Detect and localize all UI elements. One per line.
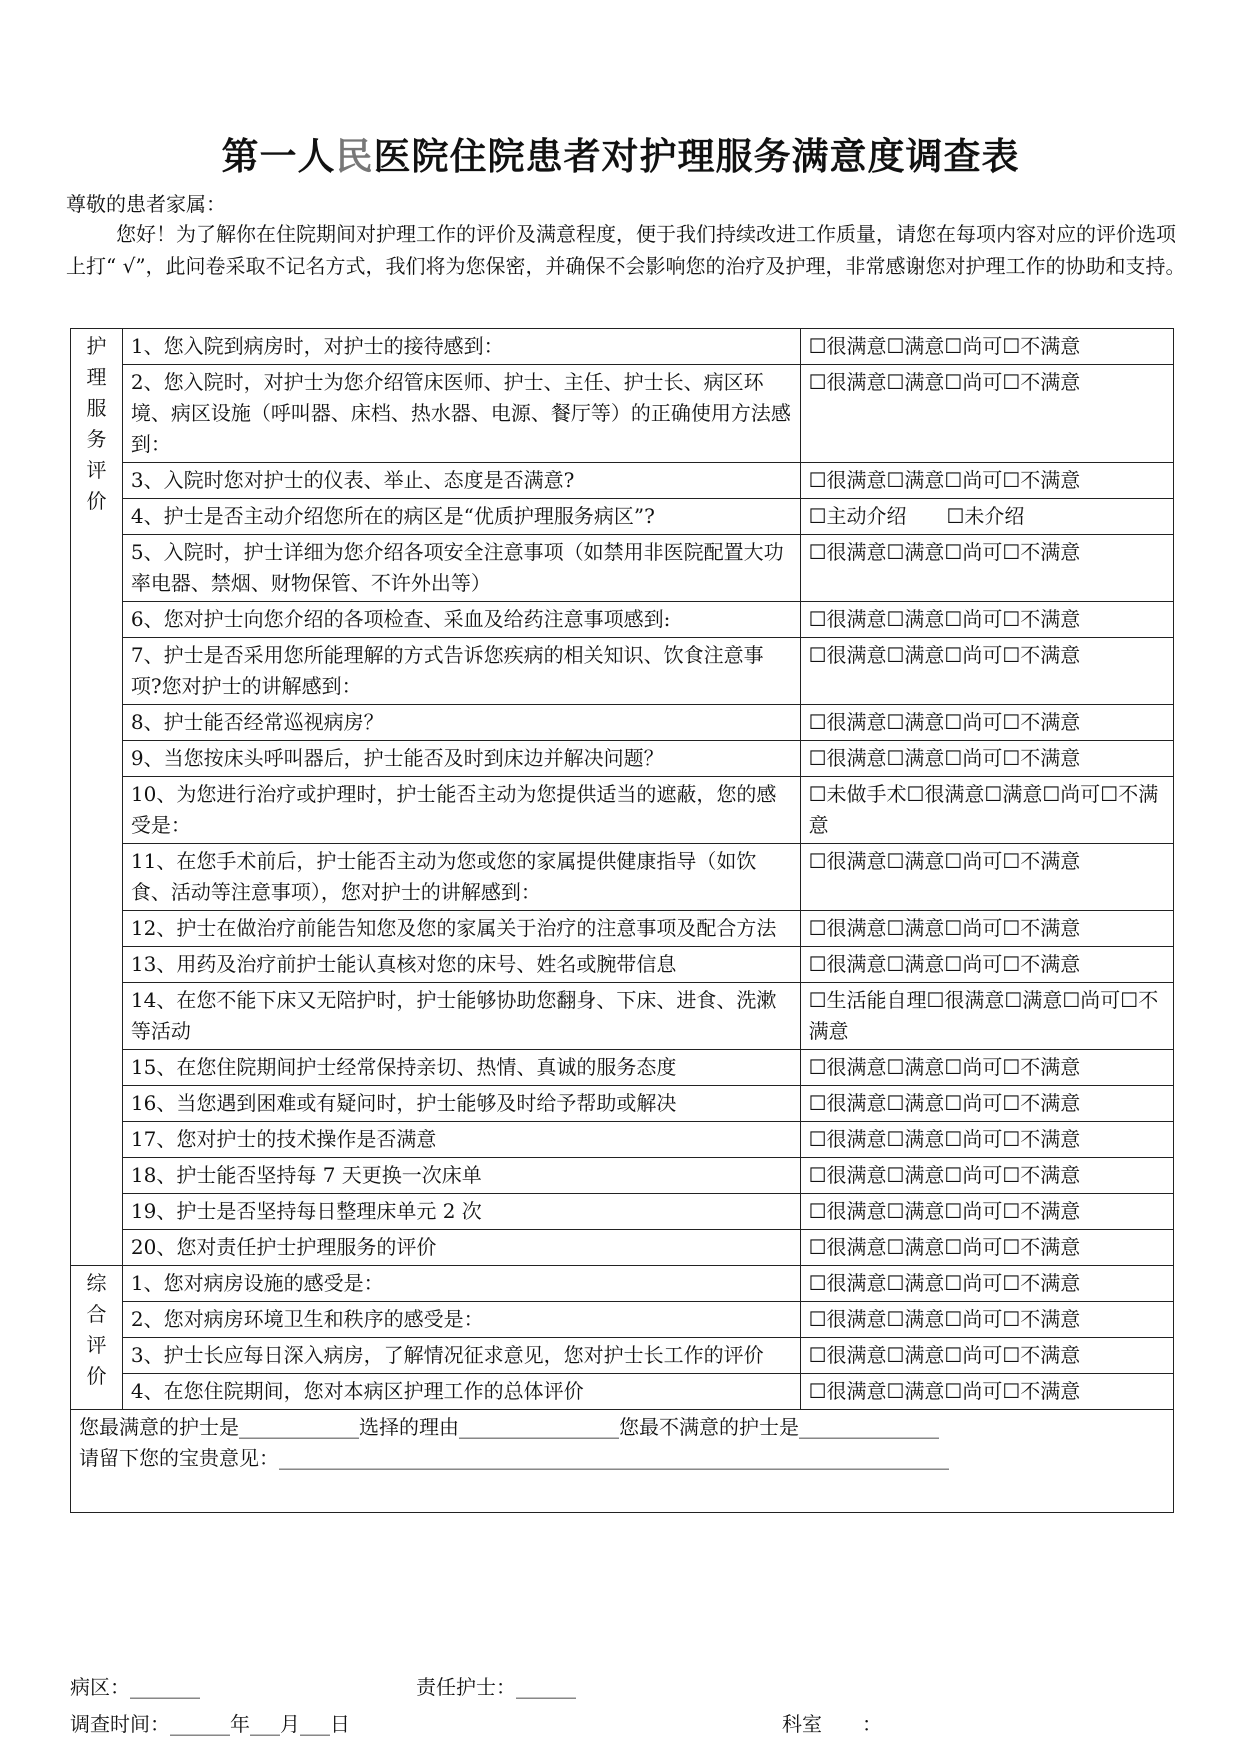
table-row (71, 1158, 1174, 1194)
survey-table (70, 328, 1174, 1513)
rating-options[interactable]: ☐很满意☐满意☐尚可☐不满意 (800, 947, 1173, 983)
nursing-evaluation-category-label: 护理服务评价 (86, 334, 107, 513)
department-field[interactable]: 科室 ： (782, 1712, 882, 1736)
question-text: 3、护士长应每日深入病房，了解情况征求意见，您对护士长工作的评价 (122, 1338, 800, 1374)
question-text: 1、您对病房设施的感受是： (122, 1266, 800, 1302)
title-part: 医院住院患者对护理服务满意度调查表 (373, 134, 1020, 178)
table-row (71, 1338, 1174, 1374)
table-row (71, 1050, 1174, 1086)
table-row (71, 499, 1174, 535)
rating-options[interactable]: ☐很满意☐满意☐尚可☐不满意 (800, 1086, 1173, 1122)
table-row (71, 947, 1174, 983)
rating-options[interactable]: ☐很满意☐满意☐尚可☐不满意 (800, 1338, 1173, 1374)
question-text: 14、在您不能下床又无陪护时，护士能够协助您翻身、下床、进食、洗漱等活动 (122, 983, 800, 1050)
table-row (71, 602, 1174, 638)
rating-options[interactable]: ☐很满意☐满意☐尚可☐不满意 (800, 1194, 1173, 1230)
title-part: 第一人 (221, 134, 336, 178)
rating-options[interactable]: ☐很满意☐满意☐尚可☐不满意 (800, 638, 1173, 705)
rating-options[interactable]: ☐很满意☐满意☐尚可☐不满意 (800, 844, 1173, 911)
question-text: 4、在您住院期间，您对本病区护理工作的总体评价 (122, 1374, 800, 1410)
table-row (71, 1194, 1174, 1230)
table-row (71, 741, 1174, 777)
salutation: 尊敬的患者家属： (66, 192, 226, 216)
rating-options[interactable]: ☐很满意☐满意☐尚可☐不满意 (800, 1374, 1173, 1410)
rating-options[interactable]: ☐很满意☐满意☐尚可☐不满意 (800, 365, 1173, 463)
question-text: 12、护士在做治疗前能告知您及您的家属关于治疗的注意事项及配合方法 (122, 911, 800, 947)
question-text: 3、入院时您对护士的仪表、举止、态度是否满意? (122, 463, 800, 499)
question-text: 19、护士是否坚持每日整理床单元 2 次 (122, 1194, 800, 1230)
rating-options[interactable]: ☐主动介绍 ☐未介绍 (800, 499, 1173, 535)
overall-evaluation-category (71, 1266, 123, 1410)
table-row (71, 705, 1174, 741)
rating-options[interactable]: ☐很满意☐满意☐尚可☐不满意 (800, 602, 1173, 638)
table-row (71, 1086, 1174, 1122)
question-text: 2、您对病房环境卫生和秩序的感受是： (122, 1302, 800, 1338)
page-title (0, 126, 1241, 180)
rating-options[interactable]: ☐很满意☐满意☐尚可☐不满意 (800, 535, 1173, 602)
question-text: 13、用药及治疗前护士能认真核对您的床号、姓名或腕带信息 (122, 947, 800, 983)
table-row (71, 983, 1174, 1050)
table-row (71, 535, 1174, 602)
intro-paragraph: 您好！为了解你在住院期间对护理工作的评价及满意程度，便于我们持续改进工作质量，请您在每项内容对应的评价选项上打“ √”，此问卷采取不记名方式，我们将为您保密，并确保不会影响您的治疗及护理，非常感谢您对护理工作的协助和支持。 (66, 222, 1186, 278)
question-text: 1、您入院到病房时，对护士的接待感到： (122, 329, 800, 365)
favorite-nurse-line[interactable]: 您最满意的护士是____________选择的理由________________您最不满意的护士是______________ (79, 1415, 939, 1439)
question-text: 11、在您手术前后，护士能否主动为您或您的家属提供健康指导（如饮食、活动等注意事项），您对护士的讲解感到： (122, 844, 800, 911)
free-response-cell[interactable] (71, 1410, 1174, 1513)
table-row (71, 911, 1174, 947)
table-row (71, 1266, 1174, 1302)
overall-evaluation-category-label: 综合评价 (86, 1271, 107, 1388)
question-text: 2、您入院时，对护士为您介绍管床医师、护士、主任、护士长、病区环境、病区设施（呼叫器、床档、热水器、电源、餐厅等）的正确使用方法感到： (122, 365, 800, 463)
rating-options[interactable]: ☐很满意☐满意☐尚可☐不满意 (800, 911, 1173, 947)
rating-options[interactable]: ☐很满意☐满意☐尚可☐不满意 (800, 705, 1173, 741)
rating-options[interactable]: ☐很满意☐满意☐尚可☐不满意 (800, 329, 1173, 365)
table-row (71, 1374, 1174, 1410)
question-text: 10、为您进行治疗或护理时，护士能否主动为您提供适当的遮蔽，您的感受是： (122, 777, 800, 844)
table-row (71, 365, 1174, 463)
rating-options[interactable]: ☐很满意☐满意☐尚可☐不满意 (800, 741, 1173, 777)
question-text: 8、护士能否经常巡视病房？ (122, 705, 800, 741)
rating-options[interactable]: ☐很满意☐满意☐尚可☐不满意 (800, 1122, 1173, 1158)
table-row (71, 1302, 1174, 1338)
question-text: 20、您对责任护士护理服务的评价 (122, 1230, 800, 1266)
rating-options[interactable]: ☐很满意☐满意☐尚可☐不满意 (800, 1230, 1173, 1266)
table-row (71, 638, 1174, 705)
rating-options[interactable]: ☐很满意☐满意☐尚可☐不满意 (800, 1158, 1173, 1194)
survey-date-field[interactable]: 调查时间：______年___月___日 (70, 1712, 350, 1736)
rating-options[interactable]: ☐很满意☐满意☐尚可☐不满意 (800, 463, 1173, 499)
question-text: 18、护士能否坚持每 7 天更换一次床单 (122, 1158, 800, 1194)
responsible-nurse-field[interactable]: 责任护士：______ (416, 1675, 576, 1699)
question-text: 7、护士是否采用您所能理解的方式告诉您疾病的相关知识、饮食注意事项?您对护士的讲解感到： (122, 638, 800, 705)
table-row (71, 1230, 1174, 1266)
rating-options[interactable]: ☐很满意☐满意☐尚可☐不满意 (800, 1050, 1173, 1086)
question-text: 4、护士是否主动介绍您所在的病区是“优质护理服务病区”? (122, 499, 800, 535)
title-part-mark: 民 (335, 134, 374, 178)
question-text: 9、当您按床头呼叫器后，护士能否及时到床边并解决问题？ (122, 741, 800, 777)
table-row (71, 1122, 1174, 1158)
rating-options[interactable]: ☐未做手术☐很满意☐满意☐尚可☐不满意 (800, 777, 1173, 844)
rating-options[interactable]: ☐生活能自理☐很满意☐满意☐尚可☐不满意 (800, 983, 1173, 1050)
question-text: 16、当您遇到困难或有疑问时，护士能够及时给予帮助或解决 (122, 1086, 800, 1122)
suggestions-line[interactable]: 请留下您的宝贵意见：___________________________________________________________________ (79, 1446, 949, 1470)
question-text: 17、您对护士的技术操作是否满意 (122, 1122, 800, 1158)
table-row (71, 463, 1174, 499)
table-row (71, 777, 1174, 844)
ward-field[interactable]: 病区：_______ (70, 1675, 200, 1699)
free-response-row (71, 1410, 1174, 1513)
table-row (71, 329, 1174, 365)
question-text: 6、您对护士向您介绍的各项检查、采血及给药注意事项感到: (122, 602, 800, 638)
nursing-evaluation-category (71, 329, 123, 1266)
rating-options[interactable]: ☐很满意☐满意☐尚可☐不满意 (800, 1266, 1173, 1302)
table-row (71, 844, 1174, 911)
question-text: 15、在您住院期间护士经常保持亲切、热情、真诚的服务态度 (122, 1050, 800, 1086)
rating-options[interactable]: ☐很满意☐满意☐尚可☐不满意 (800, 1302, 1173, 1338)
question-text: 5、入院时，护士详细为您介绍各项安全注意事项（如禁用非医院配置大功率电器、禁烟、财物保管、不许外出等） (122, 535, 800, 602)
